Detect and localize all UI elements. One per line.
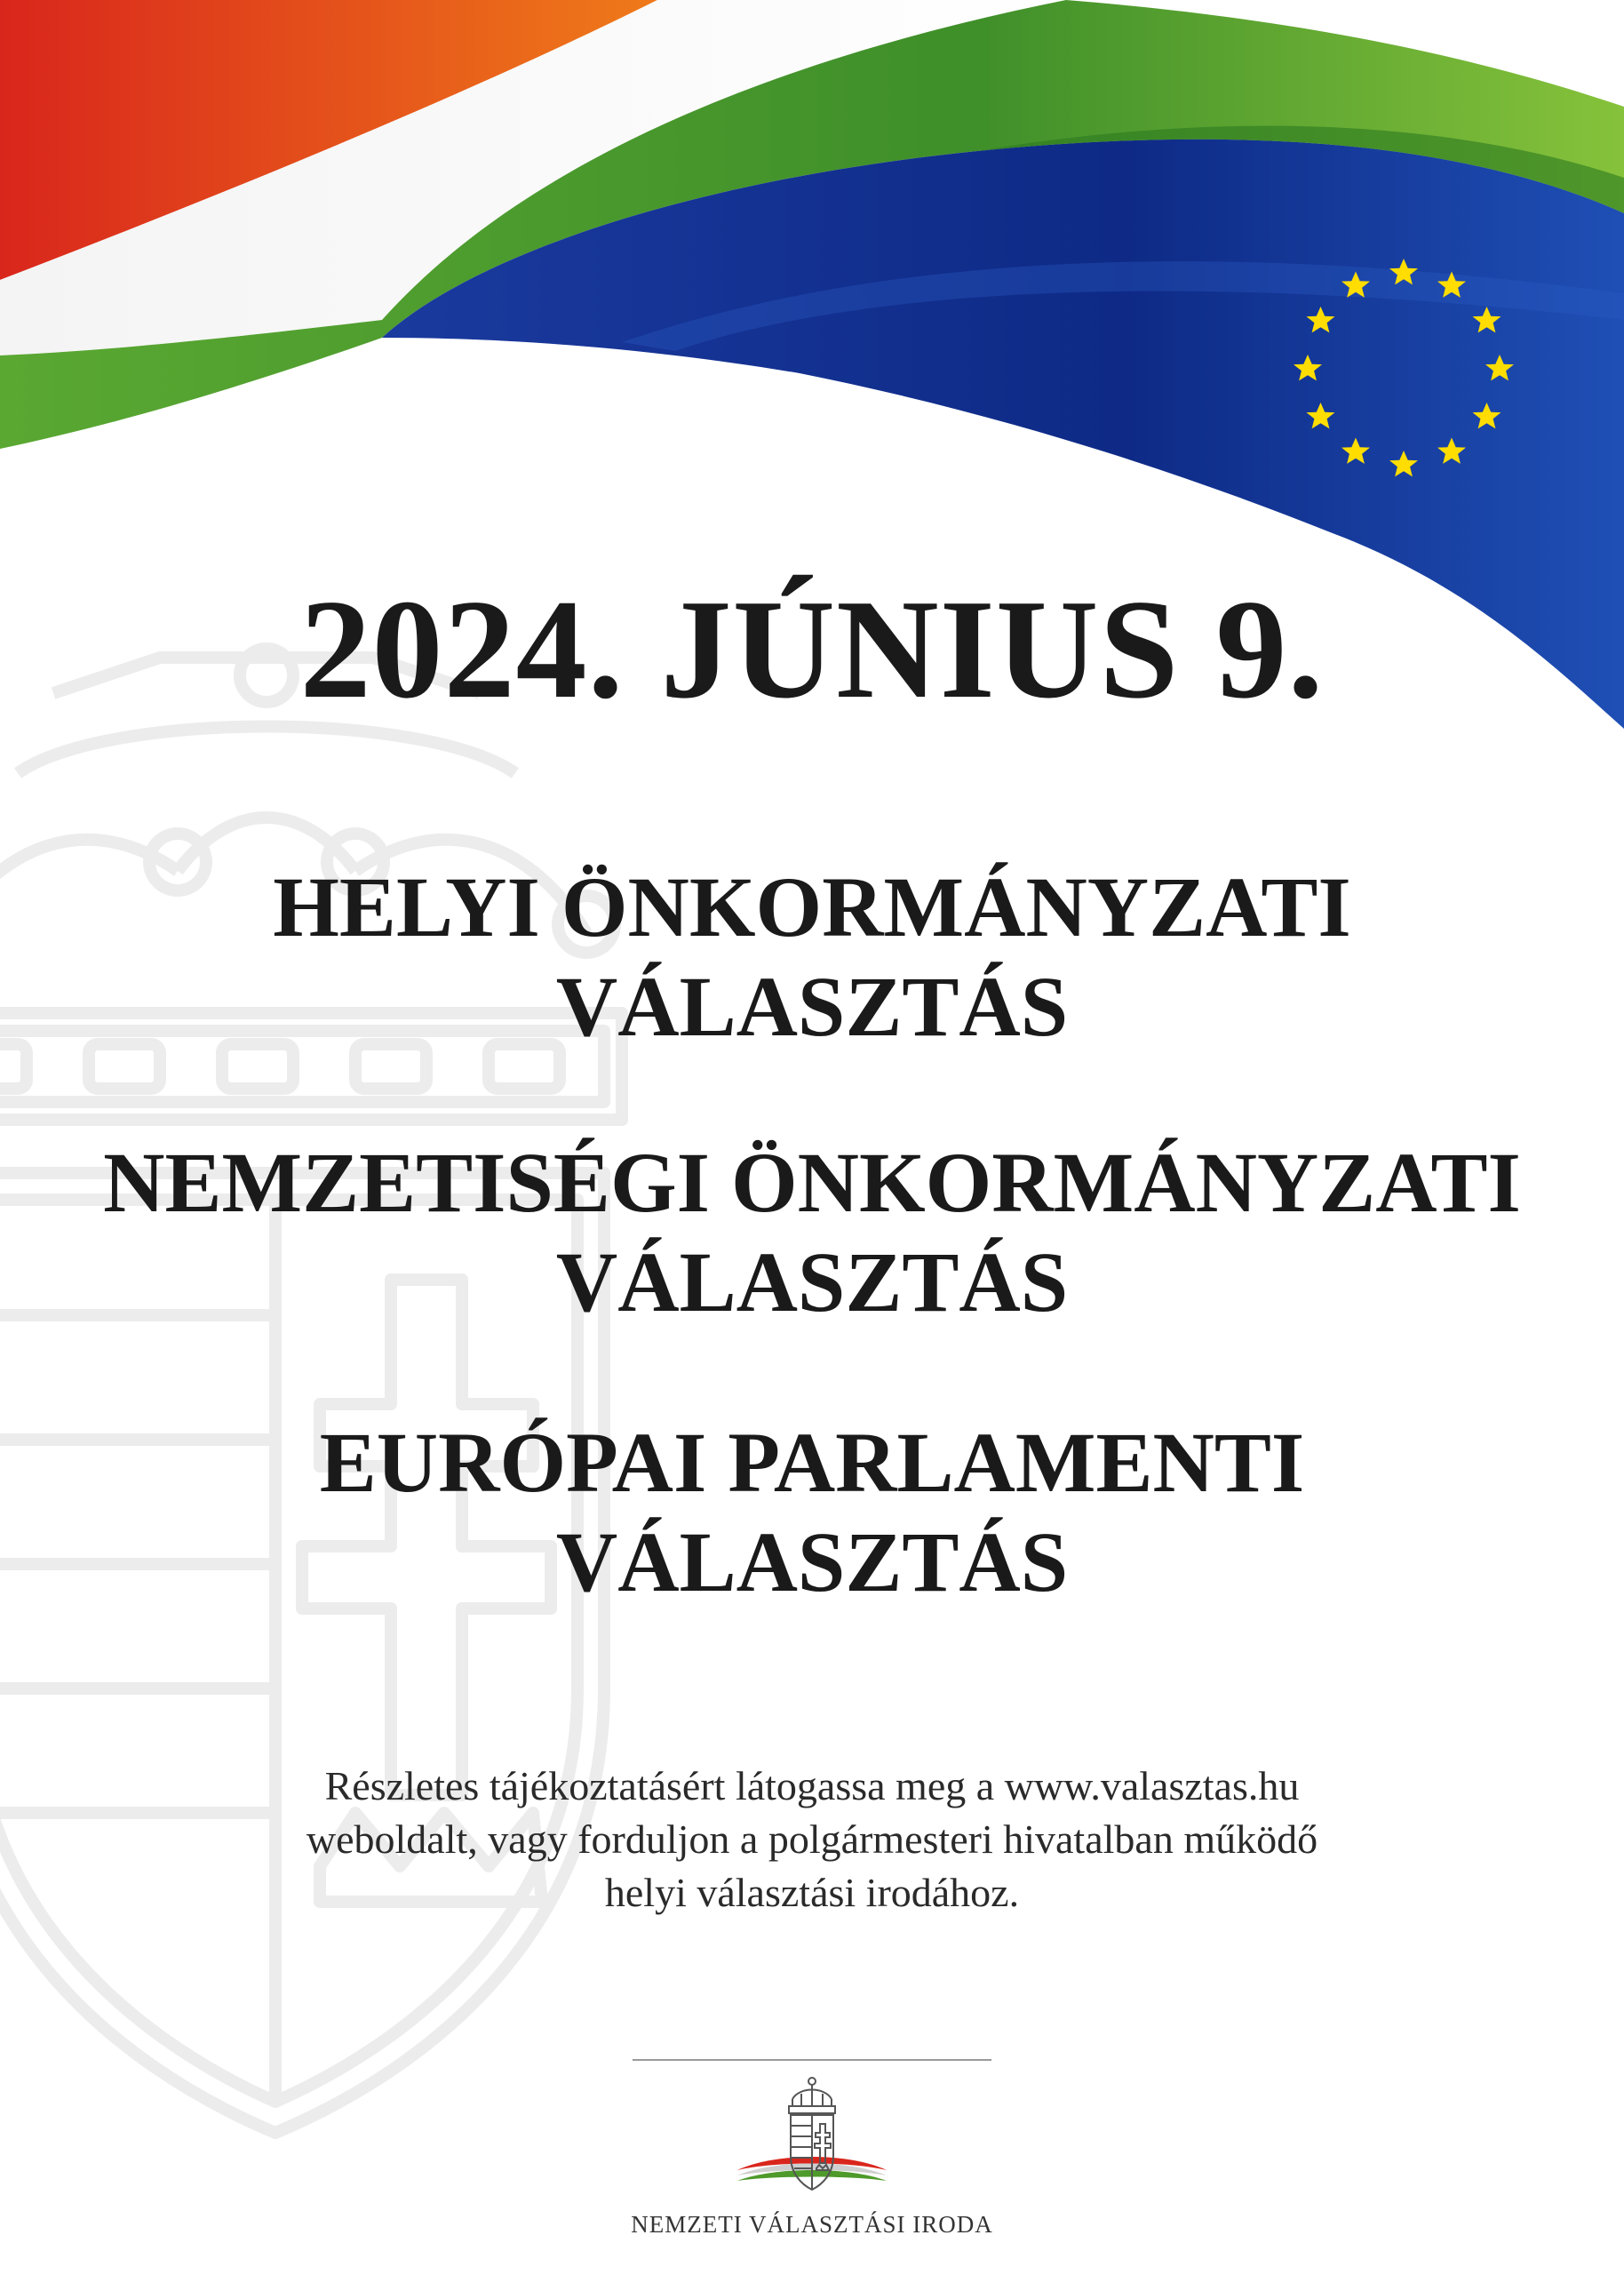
info-line-2: weboldalt, vagy forduljon a polgármesteri hivatalban működő xyxy=(306,1816,1318,1862)
info-line-1: Részletes tájékoztatásért látogassa meg a www.valasztas.hu xyxy=(324,1763,1300,1808)
info-line-3: helyi választási irodához. xyxy=(604,1870,1020,1915)
election-title-line1: EURÓPAI PARLAMENTI xyxy=(319,1415,1305,1510)
organization-name: NEMZETI VÁLASZTÁSI IRODA xyxy=(631,2211,993,2238)
election-title-line2: VÁLASZTÁS xyxy=(555,959,1069,1054)
election-nationality-government xyxy=(0,1133,1624,1332)
election-title-line2: VÁLASZTÁS xyxy=(555,1234,1069,1329)
election-european-parliament xyxy=(0,1413,1624,1612)
coat-of-arms-icon xyxy=(730,2071,894,2204)
election-title-line1: HELYI ÖNKORMÁNYZATI xyxy=(273,859,1351,954)
footer-divider xyxy=(633,2059,991,2061)
election-date: 2024. JÚNIUS 9. xyxy=(299,570,1325,728)
election-title-line1: NEMZETISÉGI ÖNKORMÁNYZATI xyxy=(103,1135,1521,1230)
election-local-government xyxy=(0,858,1624,1057)
info-paragraph xyxy=(0,1760,1624,1920)
election-title-line2: VÁLASZTÁS xyxy=(555,1514,1069,1609)
